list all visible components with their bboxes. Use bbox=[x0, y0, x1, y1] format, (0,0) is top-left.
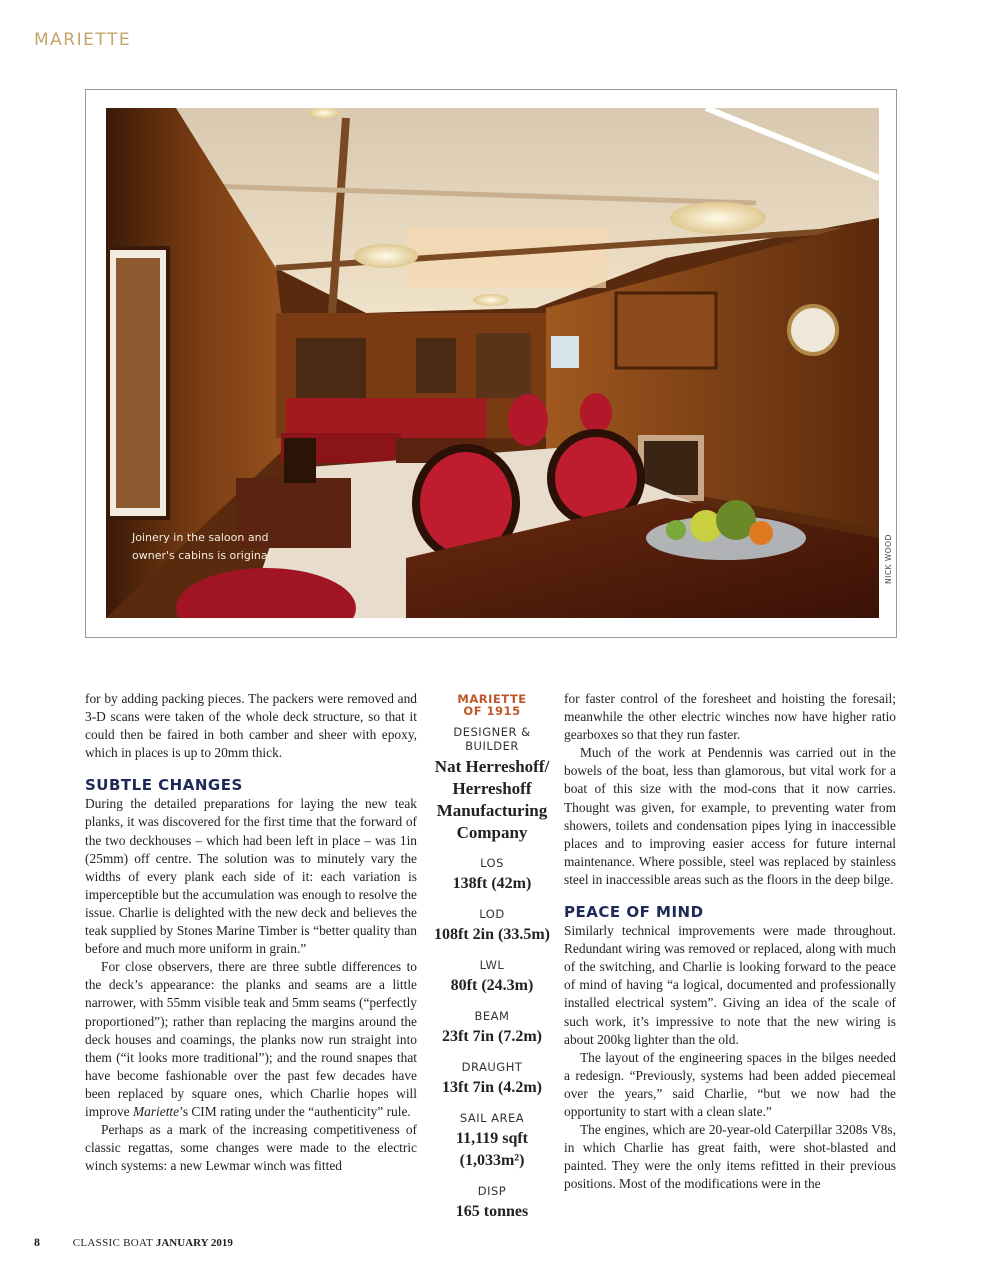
issue-date: JANUARY 2019 bbox=[155, 1237, 233, 1249]
spec-title-year: OF 1915 bbox=[463, 704, 521, 718]
photo-credit: NICK WOOD bbox=[884, 534, 893, 584]
photo-frame bbox=[85, 89, 897, 638]
spec-label: LOD bbox=[479, 907, 505, 921]
paragraph: for faster control of the foresheet and hoisting the foresail; meanwhile the other electric winches now have higher ratio gearboxes so that they run faster. bbox=[564, 691, 896, 743]
boat-name-italic: Mariette bbox=[132, 1103, 180, 1119]
spec-value: 23ft 7in (7.2m) bbox=[442, 1028, 542, 1045]
paragraph: Similarly technical improvements were made throughout. Redundant wiring was removed or replaced, along with much of the switching, and Charlie is looking forward to the peace of mind of having “a logical, documented and professionally installed electrical system”. Giving an idea of the scale of such work, it’s impressive to note that the new wiring is about 200kg lighter than the old. bbox=[564, 923, 896, 1047]
spec-value: 165 tonnes bbox=[455, 1203, 529, 1220]
spec-label: SAIL AREA bbox=[459, 1111, 525, 1125]
page-footer bbox=[34, 1235, 233, 1250]
paragraph bbox=[85, 958, 417, 1121]
paragraph-text: For close observers, there are three subtle differences to the deck’s appearance: the planks and seams are a little narrower, with 55mm visible teak and 5mm seams (“perfectly proportioned”); rather than replacing the margins around the deck houses and coamings, the planks now run straight into them (“it looks more traditional”); and the round snapes that have become fashionable over the past few decades have been replaced by square ones, which Charlie hopes will improve bbox=[85, 959, 417, 1119]
paragraph: Perhaps as a mark of the increasing competitiveness of classic regattas, some changes were made to the electric winch systems: a new Lewmar winch was fitted bbox=[85, 1122, 417, 1174]
paragraph-text: ’s CIM rating under the “authenticity” rule. bbox=[179, 1103, 411, 1119]
spec-label: DESIGNER & BUILDER bbox=[453, 725, 531, 753]
spec-label: DRAUGHT bbox=[461, 1060, 523, 1074]
right-column bbox=[564, 690, 896, 1193]
saloon-photo bbox=[106, 108, 879, 618]
publication-name: CLASSIC BOAT bbox=[72, 1237, 154, 1249]
subheading-peace-of-mind: PEACE OF MIND bbox=[564, 903, 704, 922]
paragraph: During the detailed preparations for laying the new teak planks, it was discovered for the first time that the forward of the two deckhouses – which had been left in place – was 1in (25mm) off centre. The solution was to minutely vary the widths of every plank each side of it: each variation is imperceptible but the accumulation was enough to resolve the issue. Charlie is delighted with the new deck and believes the teak supplied by Stones Marine Timber is “better quality than before and much more uniform in grain.” bbox=[85, 796, 417, 957]
spec-label: DISP bbox=[477, 1184, 507, 1198]
paragraph: Much of the work at Pendennis was carried out in the bowels of the boat, less than glamorous, but vital work for a boat of this size with the mod-cons that it now carries. Thought was given, for example, to preventing water from showers, toilets and condensation pipes lying in inaccessible places and to improving easier access for future internal maintenance. Where possible, steel was replaced by stainless steel in inaccessible areas such as the floors in the deep bilge. bbox=[564, 745, 896, 887]
left-column bbox=[85, 690, 417, 1175]
spec-label: LOS bbox=[480, 856, 504, 870]
page-number: 8 bbox=[34, 1235, 40, 1249]
spec-title: MARIETTE bbox=[457, 692, 527, 706]
spec-value: 108ft 2in (33.5m) bbox=[434, 926, 550, 943]
spec-label: BEAM bbox=[474, 1009, 510, 1023]
spec-value: 138ft (42m) bbox=[452, 875, 532, 892]
section-tag: MARIETTE bbox=[34, 30, 132, 50]
spec-value: 80ft (24.3m) bbox=[450, 977, 534, 994]
photo-caption: Joinery in the saloon and owner's cabins is original bbox=[132, 531, 271, 562]
paragraph: The layout of the engineering spaces in the bilges needed a redesign. “Previously, systems had been added piecemeal over the years,” said Charlie, “but we now had the opportunity to start with a clean slate.” bbox=[564, 1049, 896, 1119]
paragraph: for by adding packing pieces. The packers were removed and 3-D scans were taken of the whole deck structure, so that it could then be faired in both camber and sheer with epoxy, which in places is up to 20mm thick. bbox=[85, 691, 417, 761]
spec-box bbox=[428, 693, 556, 1223]
spec-value: 11,119 sqft (1,033m²) bbox=[455, 1130, 528, 1169]
spec-value: 13ft 7in (4.2m) bbox=[442, 1079, 542, 1096]
spec-value: Nat Herreshoff/ Herreshoff Manufacturing Company bbox=[434, 757, 550, 842]
spec-label: LWL bbox=[479, 958, 505, 972]
paragraph: The engines, which are 20-year-old Caterpillar 3208s V8s, in which Charlie has great faith, were shot-blasted and painted. They were the only items refitted in their previous positions. Most of the modifications were in the bbox=[564, 1122, 896, 1192]
subheading-subtle-changes: SUBTLE CHANGES bbox=[85, 776, 243, 795]
